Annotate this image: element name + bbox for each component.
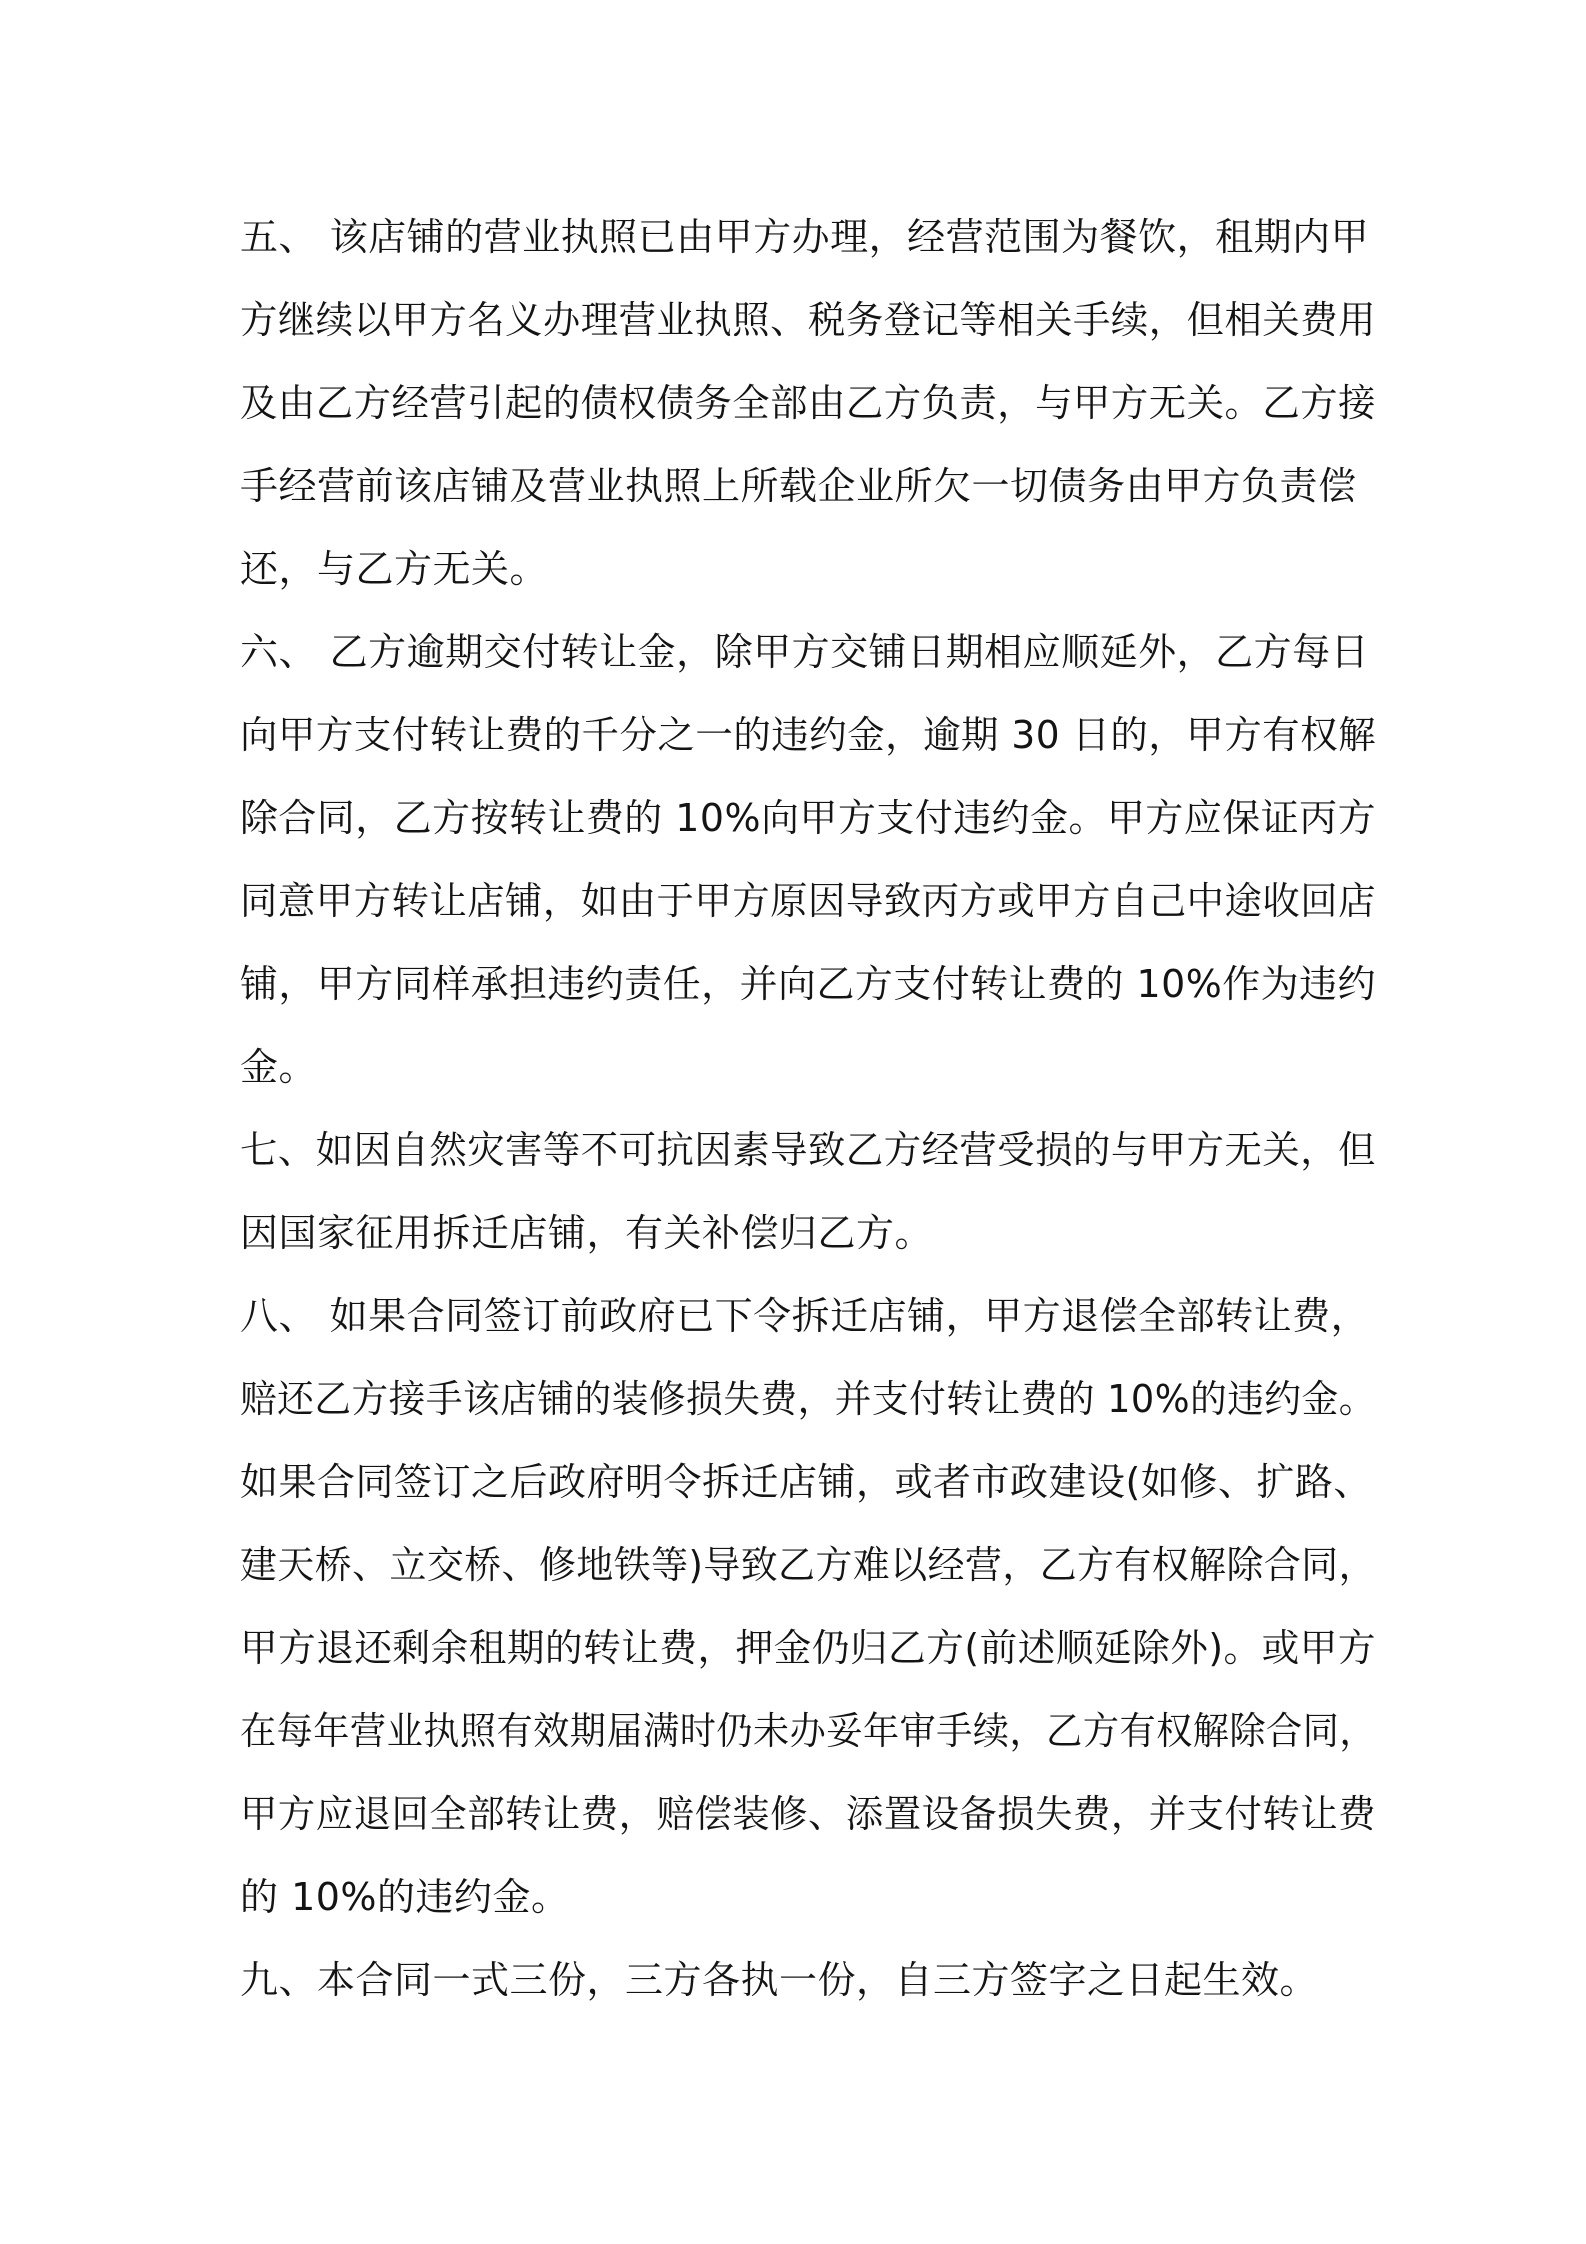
- clause-6-line-1: 六、 乙方逾期交付转让金，除甲方交铺日期相应顺延外，乙方每日: [240, 630, 1370, 674]
- contract-body: [240, 196, 1376, 2022]
- clause-5-line-2: 方继续以甲方名义办理营业执照、税务登记等相关手续，但相关费用: [240, 298, 1376, 342]
- clause-8-line-1: 八、 如果合同签订前政府已下令拆迁店铺，甲方退偿全部转让费，: [240, 1294, 1370, 1338]
- clause-6-line-6: 金。: [240, 1045, 318, 1089]
- clause-5-line-1: 五、 该店铺的营业执照已由甲方办理，经营范围为餐饮，租期内甲: [240, 215, 1370, 259]
- clause-8-line-3: 如果合同签订之后政府明令拆迁店铺，或者市政建设(如修、扩路、: [240, 1460, 1372, 1504]
- clause-6-line-4: 同意甲方转让店铺，如由于甲方原因导致丙方或甲方自己中途收回店: [240, 879, 1376, 923]
- clause-8-line-8: 的 10%的违约金。: [240, 1875, 570, 1919]
- clause-8-line-7: 甲方应退回全部转让费，赔偿装修、添置设备损失费，并支付转让费: [240, 1792, 1376, 1836]
- clause-8-line-4: 建天桥、立交桥、修地铁等)导致乙方难以经营，乙方有权解除合同，: [240, 1543, 1377, 1587]
- clause-7-line-1: 七、如因自然灾害等不可抗因素导致乙方经营受损的与甲方无关，但: [240, 1128, 1376, 1172]
- clause-7-line-2: 因国家征用拆迁店铺，有关补偿归乙方。: [240, 1211, 934, 1255]
- clause-6-line-5: 铺，甲方同样承担违约责任，并向乙方支付转让费的 10%作为违约: [240, 962, 1376, 1006]
- clause-9-line-1: 九、本合同一式三份，三方各执一份，自三方签字之日起生效。: [240, 1958, 1319, 2002]
- clause-5-line-5: 还，与乙方无关。: [240, 547, 549, 591]
- clause-8-line-6: 在每年营业执照有效期届满时仍未办妥年审手续，乙方有权解除合同，: [240, 1709, 1376, 1753]
- clause-8-line-2: 赔还乙方接手该店铺的装修损失费，并支付转让费的 10%的违约金。: [240, 1377, 1376, 1421]
- clause-6-line-2: 向甲方支付转让费的千分之一的违约金，逾期 30 日的，甲方有权解: [240, 713, 1377, 757]
- clause-5-line-4: 手经营前该店铺及营业执照上所载企业所欠一切债务由甲方负责偿: [240, 464, 1357, 508]
- clause-8-line-5: 甲方退还剩余租期的转让费，押金仍归乙方(前述顺延除外)。或甲方: [240, 1626, 1377, 1670]
- clause-6-line-3: 除合同，乙方按转让费的 10%向甲方支付违约金。甲方应保证丙方: [240, 796, 1376, 840]
- clause-5-line-3: 及由乙方经营引起的债权债务全部由乙方负责，与甲方无关。乙方接: [240, 381, 1376, 425]
